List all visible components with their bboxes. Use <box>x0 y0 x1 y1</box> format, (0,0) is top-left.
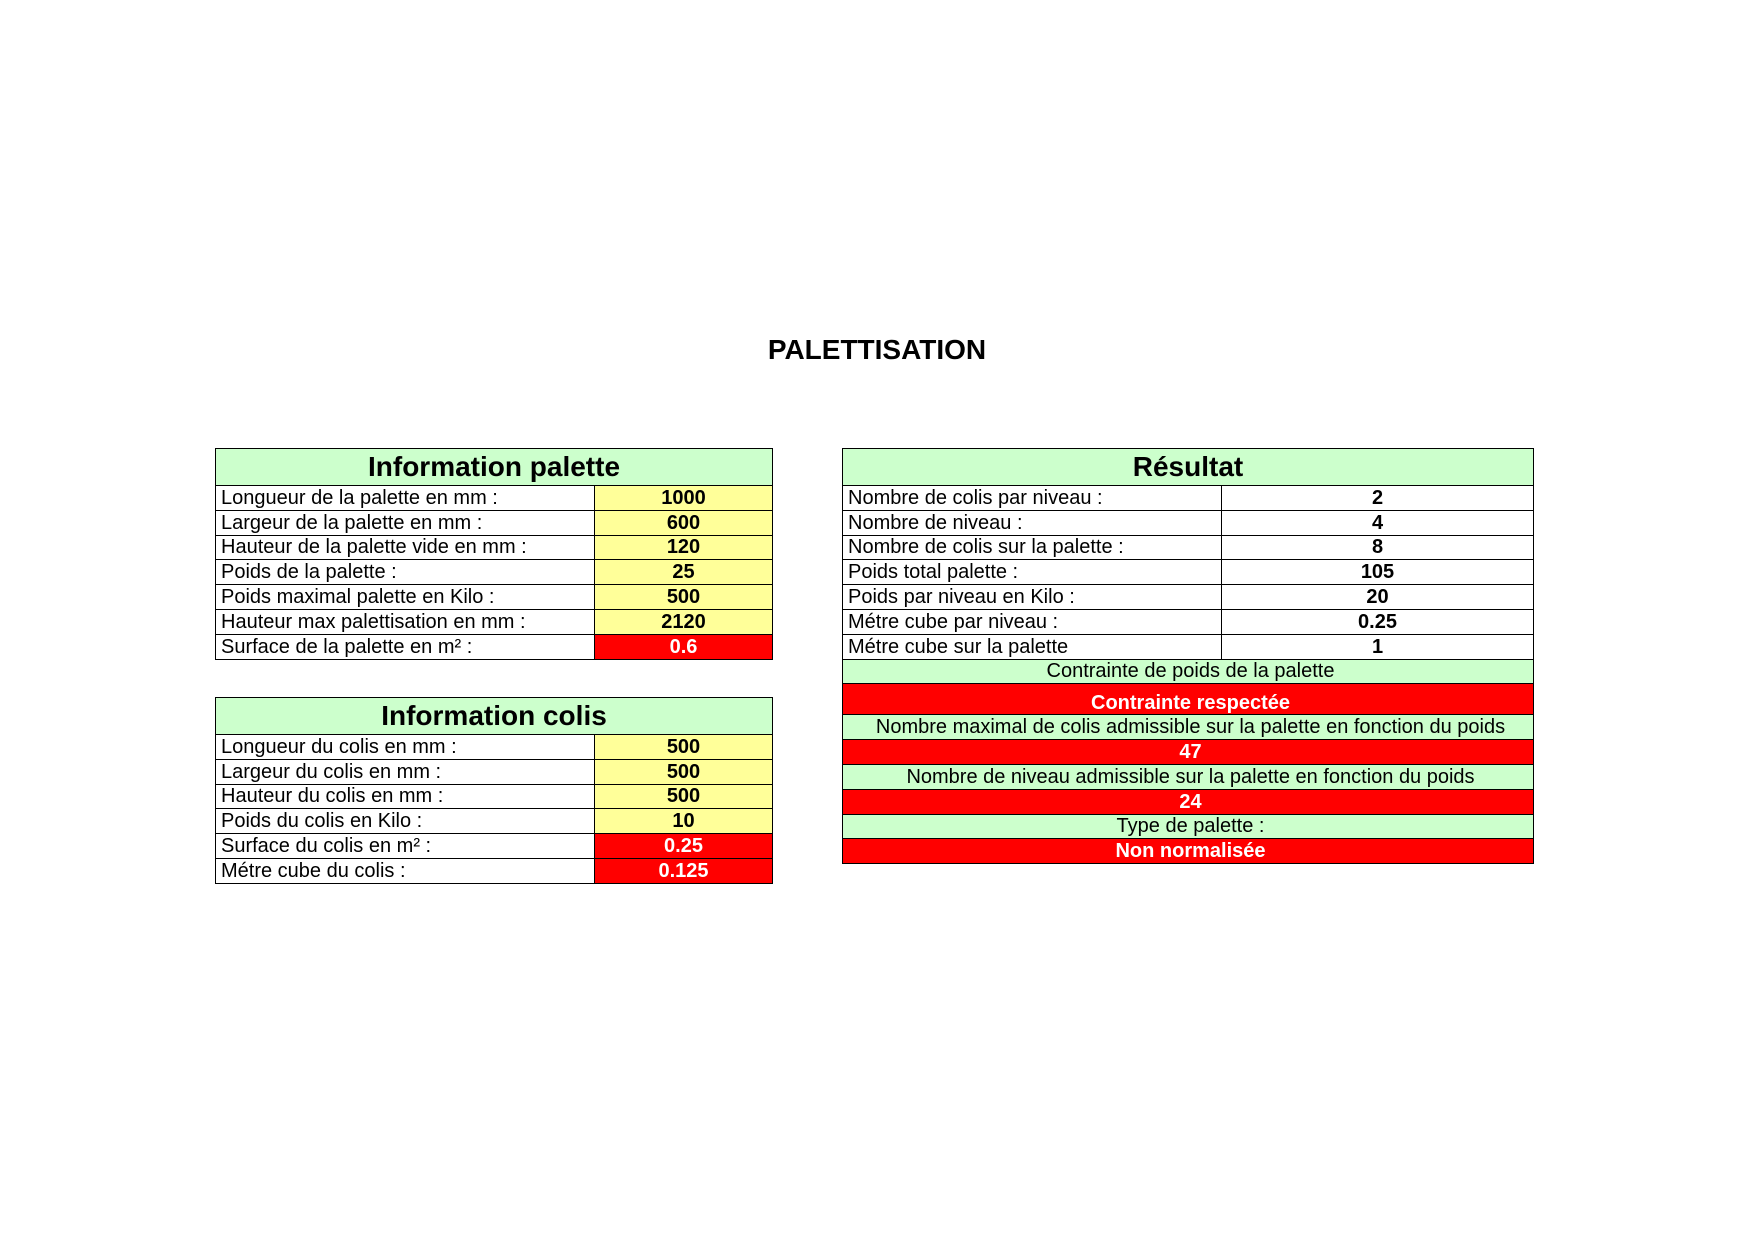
colis-volume-label: Métre cube du colis : <box>216 858 595 883</box>
palette-weight-input[interactable]: 25 <box>595 560 773 585</box>
colis-on-palette-label: Nombre de colis sur la palette : <box>843 535 1222 560</box>
max-level-value: 24 <box>843 789 1534 814</box>
colis-per-level-value: 2 <box>1222 486 1534 511</box>
table-row <box>216 809 773 834</box>
palette-surface-value: 0.6 <box>595 634 773 659</box>
level-count-label: Nombre de niveau : <box>843 510 1222 535</box>
palette-max-height-label: Hauteur max palettisation en mm : <box>216 609 595 634</box>
weight-constraint-label: Contrainte de poids de la palette <box>843 659 1534 684</box>
palette-max-height-input[interactable]: 2120 <box>595 609 773 634</box>
colis-surface-value: 0.25 <box>595 834 773 859</box>
colis-per-level-label: Nombre de colis par niveau : <box>843 486 1222 511</box>
page-title: PALETTISATION <box>767 334 987 365</box>
volume-on-palette-value: 1 <box>1222 634 1534 659</box>
level-count-value: 4 <box>1222 510 1534 535</box>
table-row <box>216 585 773 610</box>
volume-per-level-label: Métre cube par niveau : <box>843 609 1222 634</box>
max-colis-value: 47 <box>843 740 1534 765</box>
table-row <box>843 510 1534 535</box>
table-row <box>843 609 1534 634</box>
table-row <box>216 834 773 859</box>
palette-info-table <box>215 448 773 660</box>
palette-empty-height-input[interactable]: 120 <box>595 535 773 560</box>
colis-height-label: Hauteur du colis en mm : <box>216 784 595 809</box>
palette-width-input[interactable]: 600 <box>595 510 773 535</box>
max-level-label: Nombre de niveau admissible sur la palette en fonction du poids <box>843 764 1534 789</box>
colis-length-label: Longueur du colis en mm : <box>216 735 595 760</box>
colis-height-input[interactable]: 500 <box>595 784 773 809</box>
colis-weight-label: Poids du colis en Kilo : <box>216 809 595 834</box>
table-row <box>216 634 773 659</box>
colis-volume-value: 0.125 <box>595 858 773 883</box>
table-row <box>843 486 1534 511</box>
palette-length-label: Longueur de la palette en mm : <box>216 486 595 511</box>
table-row <box>216 560 773 585</box>
table-row <box>216 535 773 560</box>
colis-width-label: Largeur du colis en mm : <box>216 759 595 784</box>
table-row <box>216 486 773 511</box>
table-row <box>843 535 1534 560</box>
table-row <box>843 560 1534 585</box>
table-row <box>843 585 1534 610</box>
palette-info-header: Information palette <box>216 449 773 486</box>
colis-info-header: Information colis <box>216 698 773 735</box>
total-weight-label: Poids total palette : <box>843 560 1222 585</box>
total-weight-value: 105 <box>1222 560 1534 585</box>
table-row <box>216 510 773 535</box>
palette-type-value: Non normalisée <box>843 839 1534 864</box>
table-row <box>216 759 773 784</box>
colis-weight-input[interactable]: 10 <box>595 809 773 834</box>
colis-width-input[interactable]: 500 <box>595 759 773 784</box>
volume-on-palette-label: Métre cube sur la palette <box>843 634 1222 659</box>
table-row <box>843 634 1534 659</box>
colis-on-palette-value: 8 <box>1222 535 1534 560</box>
palette-max-weight-label: Poids maximal palette en Kilo : <box>216 585 595 610</box>
weight-per-level-label: Poids par niveau en Kilo : <box>843 585 1222 610</box>
weight-constraint-status: Contrainte respectée <box>843 684 1534 715</box>
colis-info-table <box>215 697 773 884</box>
colis-length-input[interactable]: 500 <box>595 735 773 760</box>
volume-per-level-value: 0.25 <box>1222 609 1534 634</box>
weight-per-level-value: 20 <box>1222 585 1534 610</box>
palette-weight-label: Poids de la palette : <box>216 560 595 585</box>
table-row <box>216 609 773 634</box>
result-header: Résultat <box>843 449 1534 486</box>
max-colis-label: Nombre maximal de colis admissible sur la palette en fonction du poids <box>843 715 1534 740</box>
palette-length-input[interactable]: 1000 <box>595 486 773 511</box>
palette-surface-label: Surface de la palette en m² : <box>216 634 595 659</box>
palette-width-label: Largeur de la palette en mm : <box>216 510 595 535</box>
palette-max-weight-input[interactable]: 500 <box>595 585 773 610</box>
result-table <box>842 448 1534 864</box>
colis-surface-label: Surface du colis en m² : <box>216 834 595 859</box>
table-row <box>216 858 773 883</box>
palette-type-label: Type de palette : <box>843 814 1534 839</box>
palette-empty-height-label: Hauteur de la palette vide en mm : <box>216 535 595 560</box>
table-row <box>216 784 773 809</box>
table-row <box>216 735 773 760</box>
